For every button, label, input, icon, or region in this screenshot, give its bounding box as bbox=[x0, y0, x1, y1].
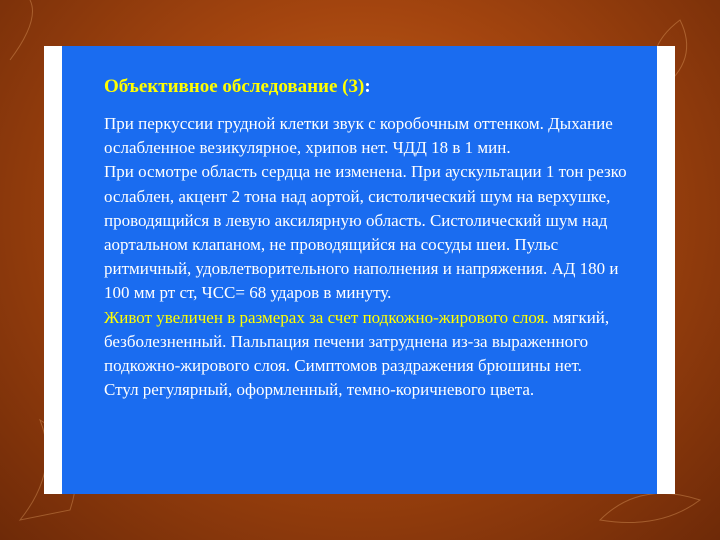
paragraph-heart: При осмотре область сердца не изменена. При аускультации 1 тон резко ослаблен, акцент 2 тона над аортой, систолический шум на верхушке, проводящийся в левую аксилярную область. Систолический шум над аортальном клапаном, не проводящийся на сосуды шеи. Пульс ритмичный, удовлетворительного наполнения и напряжения. АД 180 и 100 мм рт ст, ЧСС= 68 ударов в минуту. bbox=[104, 162, 627, 303]
abdomen-rest: мягкий, безболезненный. Пальпация печени затруднена из-за выраженного подкожно-жирового слоя. Симптомов раздражения брюшины нет. bbox=[104, 307, 610, 376]
paragraph-abdomen bbox=[104, 306, 634, 379]
paragraph-percussion: При перкуссии грудной клетки звук с коробочным оттенком. Дыхание ослабленное везикулярное, хрипов нет. ЧДД 18 в 1 мин. bbox=[104, 114, 613, 158]
slide-body bbox=[104, 112, 634, 402]
slide-title-text: Объективное обследование (3) bbox=[104, 76, 365, 97]
paragraph-stool: Стул регулярный, оформленный, темно-коричневого цвета. bbox=[104, 380, 535, 400]
slide-content bbox=[104, 76, 634, 402]
slide-title bbox=[104, 76, 634, 98]
abdomen-highlight: Живот увеличен в размерах за счет подкожно-жирового слоя. bbox=[104, 307, 549, 327]
slide-title-colon: : bbox=[364, 76, 371, 97]
slide-panel bbox=[62, 46, 657, 494]
